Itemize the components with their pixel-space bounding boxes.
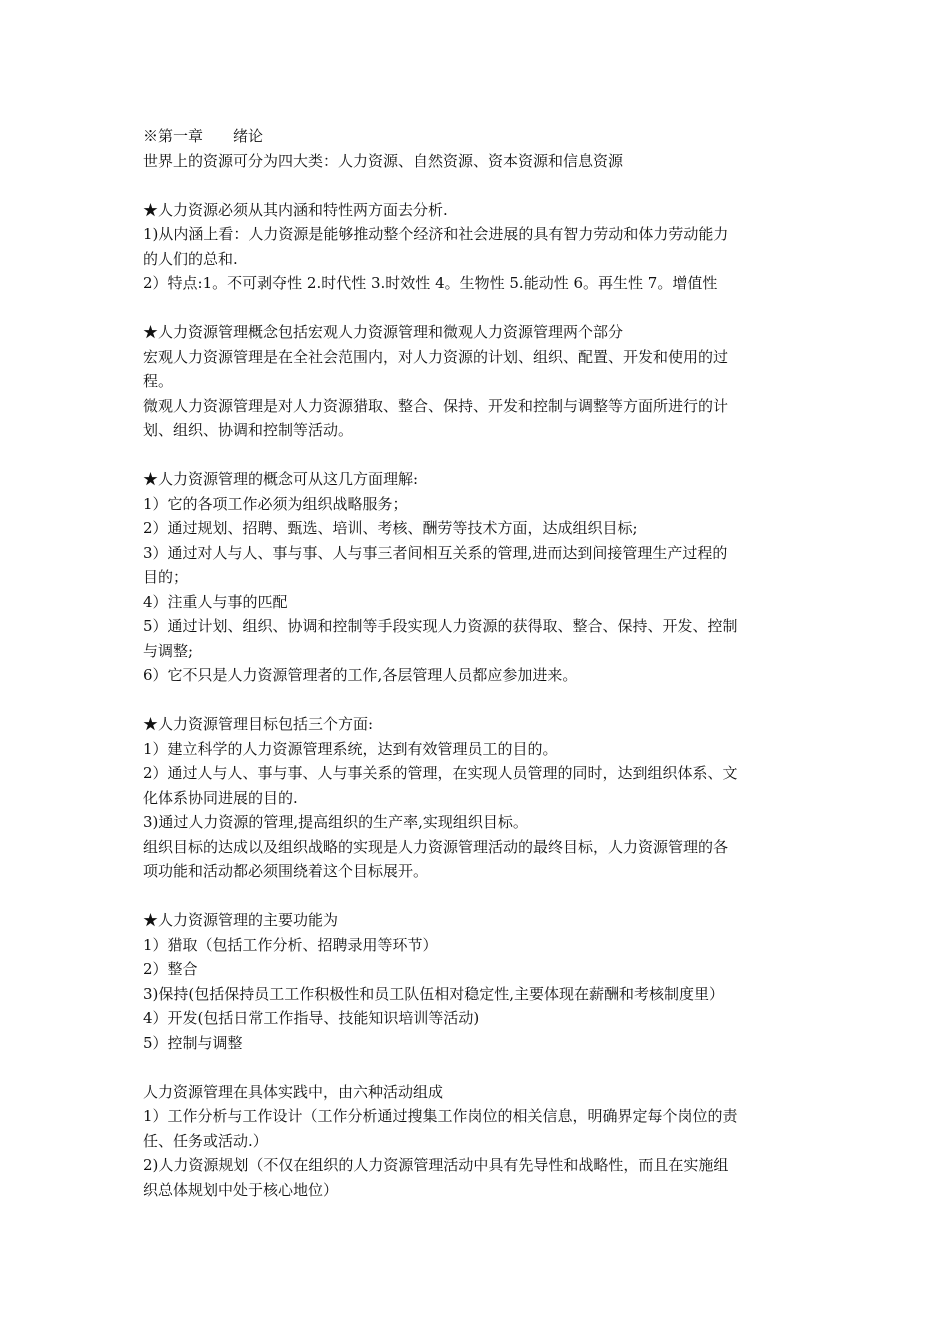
text-line: 2）特点:1。不可剥夺性 2.时代性 3.时效性 4。生物性 5.能动性 6。再生性 7。增值性	[143, 274, 718, 292]
text-line: 3)通过人力资源的管理,提高组织的生产率,实现组织目标。	[143, 813, 528, 831]
document-body	[143, 124, 813, 1202]
text-line: 2)人力资源规划（不仅在组织的人力资源管理活动中具有先导性和战略性，而且在实施组	[143, 1156, 729, 1174]
blank-line	[143, 1055, 813, 1080]
text-line: 程。	[143, 372, 174, 390]
blank-line	[143, 688, 813, 713]
text-line: 的人们的总和.	[143, 249, 238, 268]
blank-line	[143, 173, 813, 198]
text-line: 微观人力资源管理是对人力资源猎取、整合、保持、开发和控制与调整等方面所进行的计	[143, 396, 729, 415]
text-line: 2）通过人与人、事与事、人与事关系的管理，在实现人员管理的同时，达到组织体系、文	[143, 764, 738, 782]
text-line: 5）控制与调整	[143, 1033, 243, 1052]
section-heading: ★人力资源必须从其内涵和特性两方面去分析.	[143, 200, 448, 219]
blank-line	[143, 296, 813, 321]
section-heading: ★人力资源管理概念包括宏观人力资源管理和微观人力资源管理两个部分	[143, 323, 624, 341]
text-line: 1）猎取（包括工作分析、招聘录用等环节）	[143, 935, 438, 954]
text-line: 1）它的各项工作必须为组织战略服务；	[143, 494, 408, 513]
blank-line	[143, 443, 813, 468]
text-line: 2）通过规划、招聘、甄选、培训、考核、酬劳等技术方面，达成组织目标;	[143, 519, 638, 537]
text-line: 世界上的资源可分为四大类：人力资源、自然资源、资本资源和信息资源	[143, 151, 624, 170]
text-line: 任、任务或活动.）	[143, 1131, 268, 1150]
text-line: 项功能和活动都必须围绕着这个目标展开。	[143, 862, 429, 880]
blank-line	[143, 884, 813, 909]
text-line: 织总体规划中处于核心地位）	[143, 1180, 339, 1199]
text-line: 1)从内涵上看：人力资源是能够推动整个经济和社会进展的具有智力劳动和体力劳动能力	[143, 225, 729, 243]
text-line: 组织目标的达成以及组织战略的实现是人力资源管理活动的最终目标，人力资源管理的各	[143, 837, 729, 856]
text-line: 1）建立科学的人力资源管理系统，达到有效管理员工的目的。	[143, 739, 558, 758]
text-line: 划、组织、协调和控制等活动。	[143, 421, 354, 439]
text-line: 宏观人力资源管理是在全社会范围内，对人力资源的计划、组织、配置、开发和使用的过	[143, 347, 729, 366]
text-line: 化体系协同进展的目的.	[143, 788, 298, 807]
section-heading: ★人力资源管理的主要功能为	[143, 911, 339, 929]
text-line: 5）通过计划、组织、协调和控制等手段实现人力资源的获得取、整合、保持、开发、控制	[143, 617, 738, 635]
section-heading: ★人力资源管理目标包括三个方面:	[143, 715, 374, 733]
text-line: 人力资源管理在具体实践中，由六种活动组成	[143, 1082, 444, 1101]
text-line: 4）开发(包括日常工作指导、技能知识培训等活动)	[143, 1009, 480, 1027]
chapter-title: ※第一章 绪论	[143, 127, 264, 145]
text-line: 3）通过对人与人、事与事、人与事三者间相互关系的管理,进而达到间接管理生产过程的	[143, 543, 728, 562]
text-line: 1）工作分析与工作设计（工作分析通过搜集工作岗位的相关信息，明确界定每个岗位的责	[143, 1107, 738, 1125]
text-line: 目的；	[143, 568, 189, 586]
section-heading: ★人力资源管理的概念可从这几方面理解:	[143, 470, 419, 488]
text-line: 3)保持(包括保持员工工作积极性和员工队伍相对稳定性,主要体现在薪酬和考核制度里）	[143, 984, 725, 1003]
text-line: 与调整;	[143, 641, 194, 660]
text-line: 4）注重人与事的匹配	[143, 592, 288, 611]
text-line: 2）整合	[143, 960, 198, 978]
text-line: 6）它不只是人力资源管理者的工作,各层管理人员都应参加进来。	[143, 666, 578, 684]
